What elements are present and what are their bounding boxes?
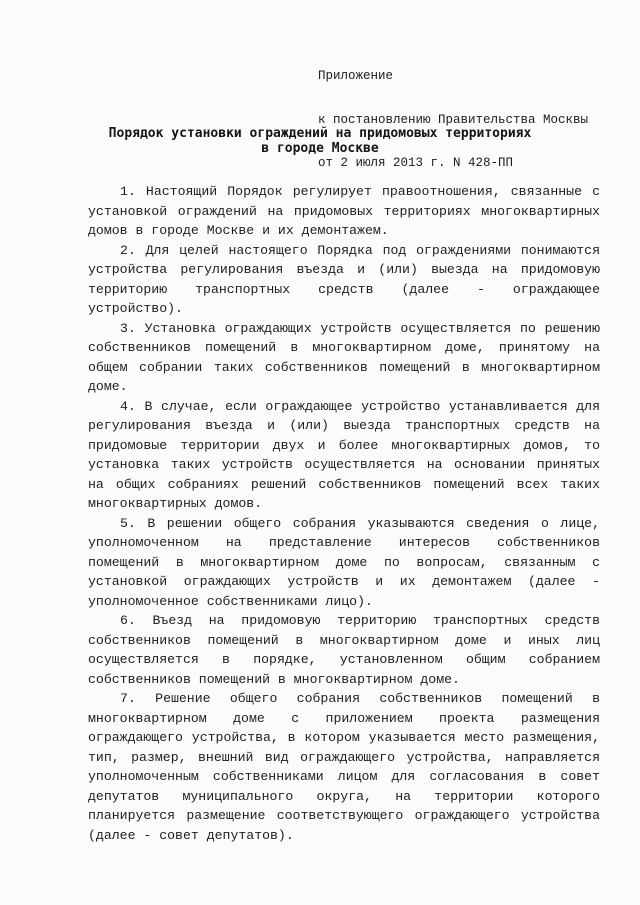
- appendix-line-2: к постановлению Правительства Москвы: [318, 112, 589, 127]
- paragraph-4: 4. В случае, если ограждающее устройство устанавливается для регулирования въезда и (или) выезда транспортных средств на придомовые территории двух и более многоквартирных домов, то установка таких устройств осуществляется на основании принятых на общих собраниях решений собственников помещений всех таких многоквартирных домов.: [88, 398, 600, 511]
- document-body: [88, 182, 600, 845]
- document-title-line-1: Порядок установки ограждений на придомовых территориях: [108, 126, 532, 141]
- document-title-line-2: в городе Москве: [261, 141, 379, 156]
- appendix-header: [318, 40, 588, 200]
- paragraph-7: 7. Решение общего собрания собственников помещений в многоквартирном доме с приложением проекта размещения ограждающего устройства, в котором указывается место размещения, тип, размер, внешний вид ограждающего устройства, направляется уполномоченным собственниками лицом для согласования в совет депутатов муниципального округа, на территории которого планируется размещение соответствующего ограждающего устройства (далее - совет депутатов).: [88, 691, 600, 843]
- document-title: [60, 126, 580, 156]
- appendix-line-1: Приложение: [318, 69, 394, 83]
- paragraph-1: 1. Настоящий Порядок регулирует правоотношения, связанные с установкой ограждений на придомовых территориях многоквартирных домов в городе Москве и их демонтажем.: [88, 184, 600, 238]
- paragraph-2: 2. Для целей настоящего Порядка под ограждениями понимаются устройства регулирования въезда и (или) выезда на придомовую территорию транспортных средств (далее - ограждающее устройство).: [88, 242, 600, 316]
- paragraph-6: 6. Въезд на придомовую территорию транспортных средств собственников помещений в многоквартирном доме и иных лиц осуществляется в порядке, установленном общим собранием собственников помещений в многоквартирном доме.: [88, 613, 600, 687]
- paragraph-3: 3. Установка ограждающих устройств осуществляется по решению собственников помещений в многоквартирном доме, принятому на общем собрании таких собственников помещений в многоквартирном доме.: [88, 320, 600, 394]
- paragraph-5: 5. В решении общего собрания указываются сведения о лице, уполномоченном на представление интересов собственников помещений в многоквартирном доме по вопросам, связанным с установкой ограждающих устройств и их демонтажем (далее - уполномоченное собственниками лицо).: [88, 515, 600, 609]
- appendix-line-3: от 2 июля 2013 г. N 428-ПП: [318, 156, 514, 170]
